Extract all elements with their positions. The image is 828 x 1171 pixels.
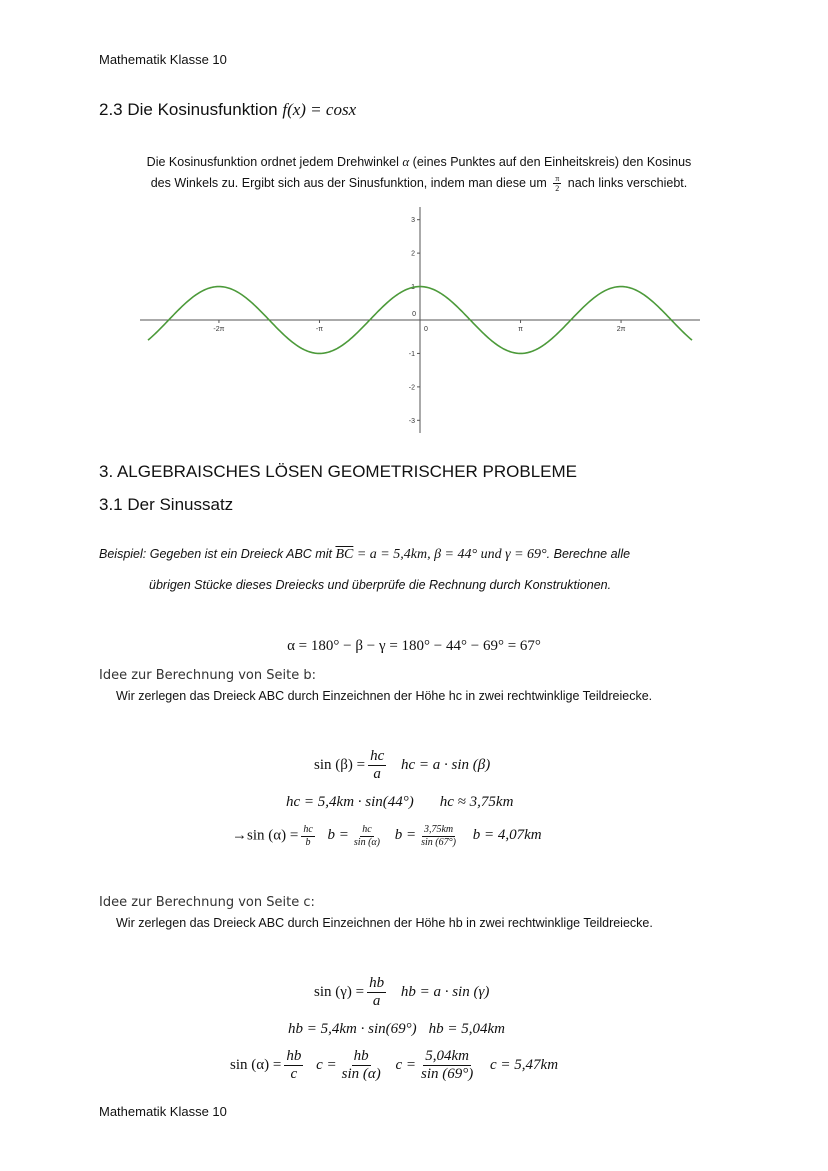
example-segment-bc: $\overline{BC}$ [335,547,354,562]
example-line-1-pre: Beispiel: Gegeben ist ein Dreieck ABC mit [99,547,336,561]
example-line-1 [99,547,630,563]
idee-b-eq3-result: b = 4,07km [472,827,542,844]
page-header: Mathematik Klasse 10 [99,52,227,67]
idee-b-eq1-fraction [368,748,386,784]
idee-c-eq1 [314,975,489,1011]
idee-c-eq3-f2-num: hb [352,1048,371,1066]
intro-line-1-post: (eines Punktes auf den Einheitskreis) den Kosinus [409,155,692,169]
idee-b-eq1-rhs: hc = a · sin (β) [401,757,491,774]
x-tick-label: -2π [213,326,225,333]
idee-c-eq3-f1-num: hb [284,1048,303,1066]
idee-c-eq1-lhs: sin (γ) = [314,984,365,1001]
cosine-chart [140,205,700,435]
idee-b-text: Wir zerlegen das Dreieck ABC durch Einzeichnen der Höhe hc in zwei rechtwinklige Teildreiecke. [116,689,653,703]
section-title-formula: f(x) = cosx [282,100,357,119]
idee-c-eq2 [288,1021,505,1038]
section-title-text: 2.3 Die Kosinusfunktion [99,100,283,119]
idee-c-eq3-f3-den: sin (69°) [421,1066,474,1083]
idee-b-eq3-f3-num: 3,75km [423,824,454,835]
idee-b-title: Idee zur Berechnung von Seite b: [99,668,316,683]
idee-b-eq3-b1: b = [327,827,349,844]
idee-c-eq2-b: hb = 5,04km [428,1021,505,1037]
idee-c-eq3-fraction-3 [419,1048,475,1084]
idee-c-title: Idee zur Berechnung von Seite c: [99,895,315,910]
idee-c-eq3-f2-den: sin (α) [341,1066,381,1083]
idee-c-eq3-f3-num: 5,04km [423,1048,471,1066]
y-tick-label: -1 [408,350,415,358]
idee-c-eq1-rhs: hb = a · sin (γ) [400,984,490,1001]
intro-fraction-den: 2 [555,184,560,193]
idee-b-eq2 [286,794,513,811]
idee-b-eq1-den: a [373,766,381,783]
intro-alpha: α [402,154,410,169]
idee-b-eq3-fraction-3 [419,824,458,848]
idee-b-eq2-a: hc = 5,4km · sin(44°) [286,794,414,810]
intro-line-2-pre: des Winkels zu. Ergibt sich aus der Sinusfunktion, indem man diese um [150,175,551,190]
page-footer: Mathematik Klasse 10 [99,1104,227,1119]
intro-line-1 [60,152,778,173]
y-tick-label: -3 [408,417,415,425]
intro-fraction-num: π [555,173,560,183]
section-title-cosine [99,100,356,120]
idee-b-eq3-f1-num: hc [303,824,313,835]
idee-c-eq3-lhs: sin (α) = [230,1057,282,1074]
example-line-1-post: . Berechne alle [546,547,631,561]
idee-c-eq3-c1: c = [316,1057,337,1074]
idee-b-eq3-lhs: →sin (α) = [232,827,299,844]
intro-line-1-pre: Die Kosinusfunktion ordnet jedem Drehwinkel [146,155,403,169]
example-line-2: übrigen Stücke dieses Dreiecks und überprüfe die Rechnung durch Konstruktionen. [149,578,612,592]
example-line-1-math: = a = 5,4km, β = 44° und γ = 69° [353,547,547,562]
intro-fraction [553,174,561,193]
cosine-intro-paragraph [60,152,778,193]
idee-b-eq1 [314,748,490,784]
idee-c-eq3 [230,1048,558,1084]
idee-b-eq3-f2-den: sin (α) [353,836,380,848]
idee-b-eq1-num: hc [368,748,386,766]
y-tick-label: 1 [411,284,415,292]
idee-c-eq3-f1-den: c [290,1066,298,1083]
idee-b-eq3-b2: b = [394,827,417,844]
idee-c-text: Wir zerlegen das Dreieck ABC durch Einzeichnen der Höhe hb in zwei rechtwinklige Teildreiecke. [116,916,653,930]
idee-b-eq3-fraction-1 [301,824,314,848]
idee-b-eq3-f1-den: b [305,836,311,848]
idee-c-eq3-fraction-1 [284,1048,303,1084]
idee-b-eq3-f2-num: hc [362,824,372,835]
intro-line-2 [60,173,778,193]
section-title-3: 3. ALGEBRAISCHES LÖSEN GEOMETRISCHER PROBLEME [99,462,578,481]
idee-c-eq1-den: a [372,993,381,1010]
x-tick-label: -π [315,326,324,333]
idee-b-eq3 [232,824,542,848]
idee-c-eq1-fraction [367,975,386,1011]
idee-b-eq3-fraction-2 [352,824,382,848]
intro-line-2-post: nach links verschiebt. [564,175,688,190]
y-tick-label: 3 [411,217,415,225]
y-tick-label: 0 [412,311,416,318]
y-tick-label: -2 [408,384,415,392]
alpha-equation: α = 180° − β − γ = 180° − 44° − 69° = 67° [287,638,541,654]
y-tick-label: 2 [411,250,415,258]
idee-c-eq2-a: hb = 5,4km · sin(69°) [288,1021,417,1037]
x-tick-label: 2π [616,326,626,333]
x-tick-label: 0 [424,326,428,333]
idee-b-eq2-b: hc ≈ 3,75km [439,794,514,810]
section-title-3-1: 3.1 Der Sinussatz [99,495,234,514]
idee-c-eq1-num: hb [367,975,386,993]
idee-c-eq3-fraction-2 [340,1048,383,1084]
idee-c-eq3-result: c = 5,47km [490,1057,559,1074]
x-tick-label: π [518,326,523,333]
idee-c-eq3-c2: c = [395,1057,417,1074]
idee-b-eq3-f3-den: sin (67°) [421,836,456,848]
idee-b-eq1-lhs: sin (β) = [314,757,366,774]
